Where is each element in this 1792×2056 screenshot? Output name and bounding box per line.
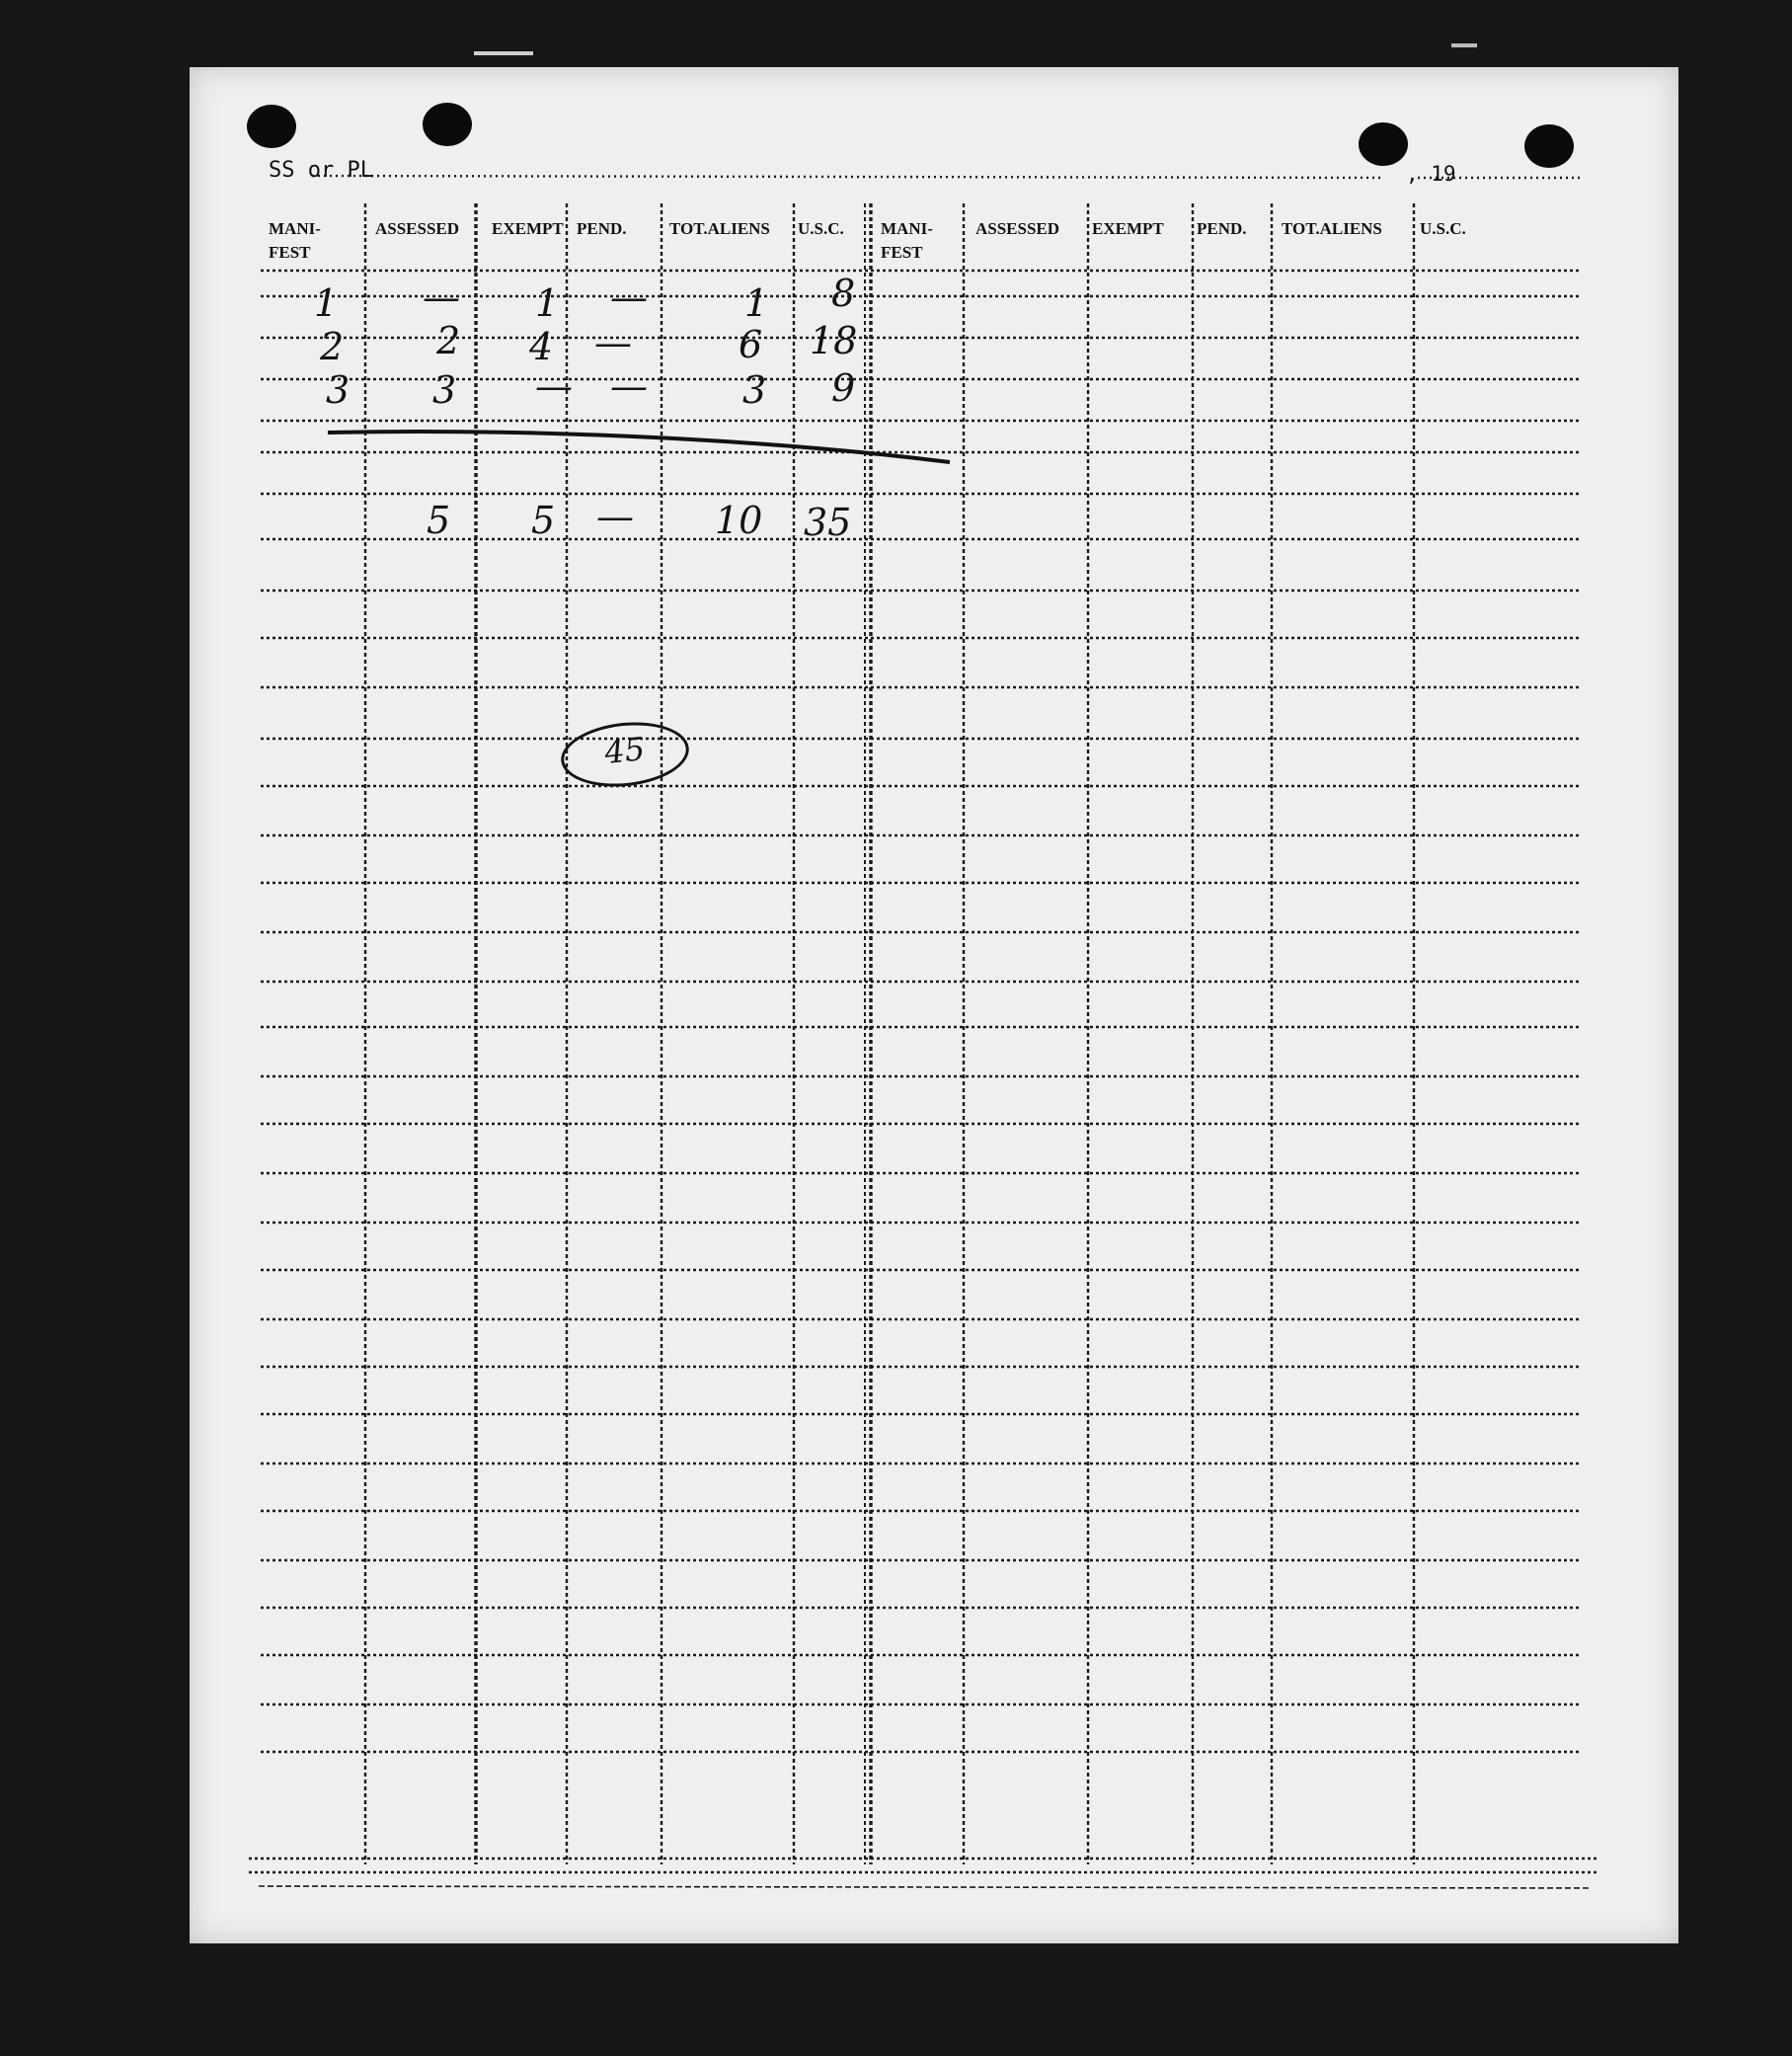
column-header-usc-right: U.S.C. bbox=[1420, 219, 1466, 238]
entry-pend: — bbox=[594, 321, 632, 364]
entry-manifest: 1 bbox=[314, 281, 339, 325]
entry-tot-aliens: 1 bbox=[744, 281, 769, 325]
column-header-manifest-left: MANI- FEST bbox=[269, 219, 321, 262]
punch-hole bbox=[1524, 124, 1574, 168]
entry-manifest: 2 bbox=[320, 325, 345, 368]
punch-hole bbox=[1359, 122, 1408, 166]
column-header-pend-right: PEND. bbox=[1197, 219, 1247, 238]
column-header-tot-aliens-right: TOT.ALIENS bbox=[1282, 219, 1382, 238]
column-header-exempt-left: EXEMPT bbox=[492, 219, 564, 238]
header-fill-line bbox=[312, 176, 1380, 178]
form-sheet bbox=[190, 67, 1678, 1943]
entry-manifest: 3 bbox=[326, 368, 351, 412]
column-header-exempt-right: EXEMPT bbox=[1092, 219, 1164, 238]
total-assessed: 5 bbox=[427, 499, 451, 542]
handwritten-total-line bbox=[328, 432, 950, 462]
total-usc: 35 bbox=[804, 501, 852, 544]
entry-tot-aliens: 3 bbox=[742, 368, 767, 412]
entry-exempt: 1 bbox=[535, 281, 560, 325]
entry-pend: — bbox=[610, 364, 648, 408]
column-header-assessed-left: ASSESSED bbox=[375, 219, 460, 238]
entry-assessed: 3 bbox=[432, 368, 457, 412]
entry-usc: 8 bbox=[831, 272, 856, 315]
column-header-usc-left: U.S.C. bbox=[798, 219, 844, 238]
entry-usc: 18 bbox=[810, 319, 858, 362]
column-header-tot-aliens-left: TOT.ALIENS bbox=[669, 219, 770, 238]
ruled-grid bbox=[190, 67, 1678, 1943]
column-header-pend-left: PEND. bbox=[577, 219, 627, 238]
entry-pend: — bbox=[610, 276, 648, 319]
ship-or-plane-label: SS or PL bbox=[269, 158, 373, 183]
column-header-assessed-right: ASSESSED bbox=[975, 219, 1060, 238]
entry-usc: 9 bbox=[831, 366, 856, 410]
entry-tot-aliens: 6 bbox=[739, 323, 763, 366]
total-tot-aliens: 10 bbox=[715, 499, 763, 542]
total-pend: — bbox=[596, 495, 634, 538]
entry-assessed: 2 bbox=[436, 319, 461, 362]
entry-exempt: — bbox=[535, 364, 573, 408]
circled-note-value: 45 bbox=[602, 729, 647, 772]
column-header-manifest-right: MANI- FEST bbox=[881, 219, 933, 262]
entry-exempt: 4 bbox=[529, 325, 554, 368]
punch-hole bbox=[423, 103, 472, 146]
year-label: , 19 bbox=[1406, 162, 1456, 186]
bottom-rule bbox=[259, 1886, 1592, 1888]
total-exempt: 5 bbox=[531, 499, 556, 542]
entry-assessed: — bbox=[423, 276, 460, 319]
punch-hole bbox=[247, 105, 296, 148]
